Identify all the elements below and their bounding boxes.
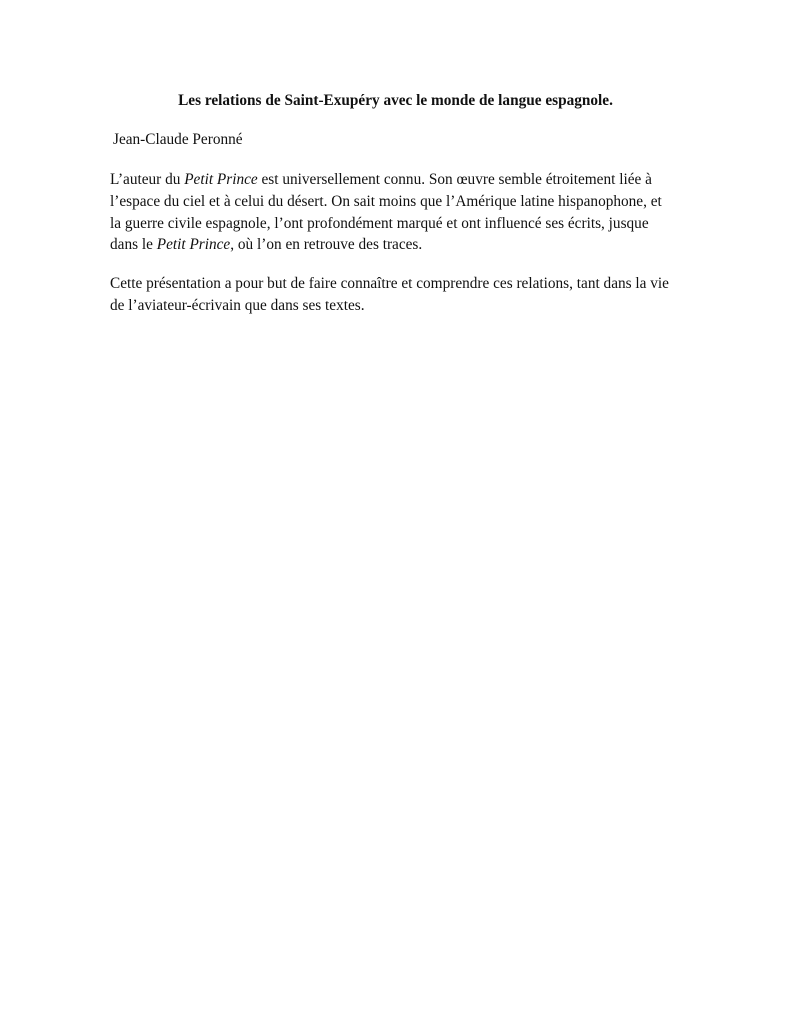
intro-line-1-end: est universellement connu. Son œuvre semble étroitement liée à — [257, 171, 652, 188]
intro-line-1 — [110, 169, 690, 191]
intro-paragraph — [110, 169, 690, 256]
intro-line-4-start: dans le — [110, 236, 157, 254]
intro-line-2: l’espace du ciel et à celui du désert. On sait moins que l’Amérique latine hispanophone, et — [110, 192, 662, 210]
purpose-paragraph — [110, 273, 690, 317]
intro-line-4 — [110, 234, 690, 256]
document-title: Les relations de Saint-Exupéry avec le monde de langue espagnole. — [178, 92, 613, 109]
intro-line-1-start: L’auteur du — [110, 171, 185, 188]
author-name: Jean-Claude Peronné — [113, 131, 243, 148]
intro-line-4-end: , où l’on en retrouve des traces. — [230, 236, 423, 254]
purpose-line-1: Cette présentation a pour but de faire connaître et comprendre ces relations, tant dans la vie — [110, 275, 669, 292]
book-title-petit-prince-2: Petit Prince — [156, 236, 231, 254]
intro-line-3: la guerre civile espagnole, l’ont profondément marqué et ont influencé ses écrits, jusque — [110, 214, 649, 232]
book-title-petit-prince: Petit Prince — [184, 171, 258, 188]
purpose-line-2: de l’aviateur-écrivain que dans ses textes. — [110, 296, 365, 314]
